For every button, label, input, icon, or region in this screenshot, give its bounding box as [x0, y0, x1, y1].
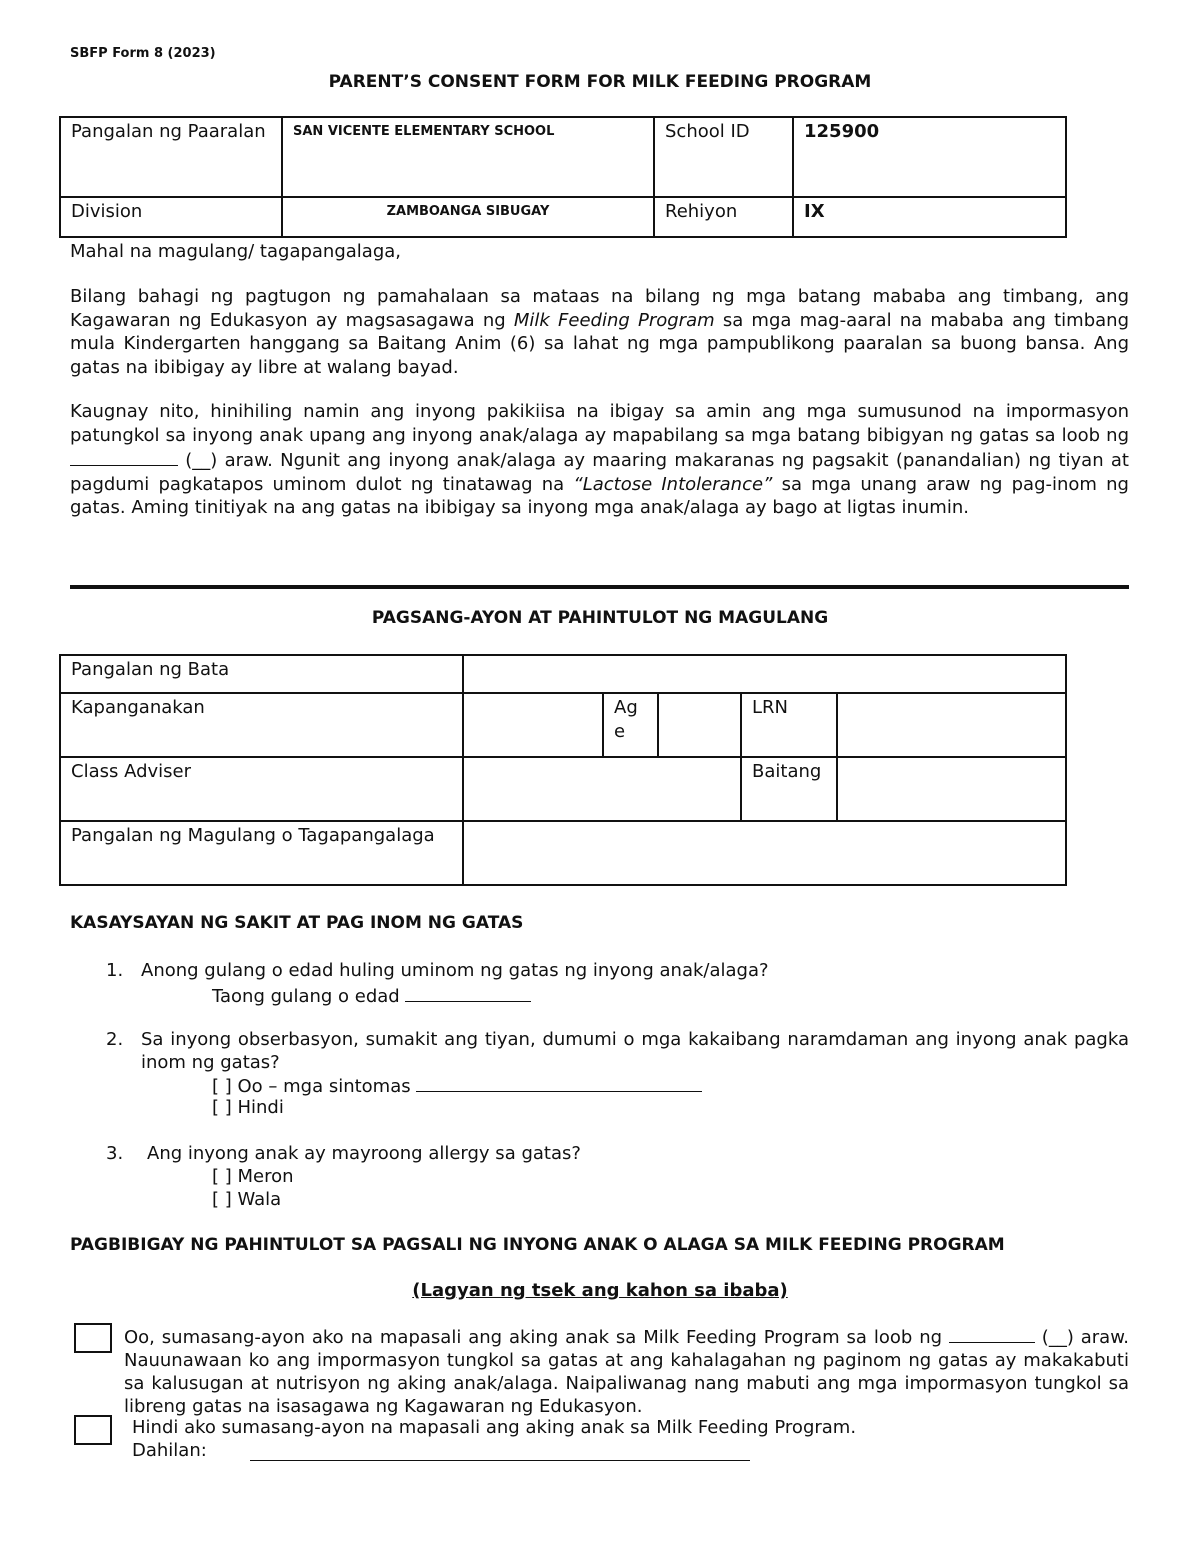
question-3: Ang inyong anak ay mayroong allergy sa gatas?	[147, 1143, 581, 1164]
school-id-value[interactable]: 125900	[793, 117, 1066, 197]
region-label: Rehiyon	[654, 197, 793, 237]
permission-title: PAGBIBIGAY NG PAHINTULOT SA PAGSALI NG INYONG ANAK O ALAGA SA MILK FEEDING PROGRAM	[70, 1235, 1005, 1255]
school-name-label: Pangalan ng Paaralan	[60, 117, 282, 197]
form-code: SBFP Form 8 (2023)	[70, 46, 216, 61]
grade-field[interactable]	[837, 757, 1066, 821]
lrn-field[interactable]	[837, 693, 1066, 757]
birthdate-label: Kapanganakan	[60, 693, 463, 757]
question-2-number: 2.	[106, 1029, 124, 1050]
grade-label: Baitang	[741, 757, 837, 821]
question-1-answer: Taong gulang o edad	[212, 983, 531, 1008]
page-title: PARENT’S CONSENT FORM FOR MILK FEEDING PROGRAM	[328, 72, 872, 92]
consent-no-checkbox[interactable]	[74, 1415, 112, 1445]
age-answer-blank[interactable]	[405, 983, 531, 1002]
check-instruction: (Lagyan ng tsek ang kahon sa ibaba)	[412, 1280, 788, 1301]
consent-days-blank[interactable]	[949, 1324, 1035, 1343]
school-info-table	[59, 116, 1067, 238]
symptoms-blank[interactable]	[416, 1073, 702, 1092]
q2-option-no[interactable]: [ ] Hindi	[212, 1097, 284, 1118]
reason-blank[interactable]	[250, 1442, 750, 1461]
school-name-value[interactable]: SAN VICENTE ELEMENTARY SCHOOL	[282, 117, 654, 197]
age-label: Age	[603, 693, 658, 757]
question-1-number: 1.	[106, 960, 124, 981]
region-value[interactable]: IX	[793, 197, 1066, 237]
request-paragraph: Kaugnay nito, hinihiling namin ang inyong pakikiisa na ibigay sa amin ang mga sumusunod na impormasyon patungkol sa inyong anak upang ang inyong anak/alaga ay mapabilang sa mga batang bibigyan ng gatas sa loob ng (__) araw. Ngunit ang inyong anak/alaga ay maaring makaranas ng pagsakit (panandalian) ng tiyan at pagdumi pagkatapos uminom dulot ng tinatawag na “Lactose Intolerance” sa mga unang araw ng pag-inom ng gatas. Aming tinitiyak na ang gatas na ibibigay sa inyong mga anak/alaga ay bago at ligtas inumin.	[70, 401, 1129, 518]
adviser-label: Class Adviser	[60, 757, 463, 821]
consent-yes-text: Oo, sumasang-ayon ako na mapasali ang aking anak sa Milk Feeding Program sa loob ng (__) araw. Nauunawaan ko ang impormasyon tungkol sa gatas at ang kahalagahan ng paginom ng gatas ay makakabuti sa kalusugan at nutrisyon ng aking anak/alaga. Naipaliwanag nang mabuti ang mga impormasyon tungkol sa libreng gatas na isasagawa ng Kagawaran ng Edukasyon.	[124, 1324, 1129, 1418]
days-blank[interactable]	[70, 447, 178, 466]
history-title: KASAYSAYAN NG SAKIT AT PAG INOM NG GATAS	[70, 913, 524, 933]
question-1: Anong gulang o edad huling uminom ng gatas ng inyong anak/alaga?	[141, 960, 769, 981]
question-3-number: 3.	[106, 1143, 124, 1164]
consent-yes-checkbox[interactable]	[74, 1323, 112, 1353]
intro-paragraph: Bilang bahagi ng pagtugon ng pamahalaan sa mataas na bilang ng mga batang mababa ang timbang, ang Kagawaran ng Edukasyon ay magsasagawa ng Milk Feeding Program sa mga mag-aaral na mababa ang timbang mula Kindergarten hanggang sa Baitang Anim (6) sa lahat ng mga pampublikong paaralan sa buong bansa. Ang gatas na ibibigay ay libre at walang bayad.	[70, 286, 1130, 378]
adviser-field[interactable]	[463, 757, 741, 821]
child-info-table	[59, 654, 1067, 886]
birthdate-field[interactable]	[463, 693, 603, 757]
division-value[interactable]: ZAMBOANGA SIBUGAY	[282, 197, 654, 237]
division-label: Division	[60, 197, 282, 237]
parent-name-label: Pangalan ng Magulang o Tagapangalaga	[60, 821, 463, 885]
consent-no-text: Hindi ako sumasang-ayon na mapasali ang aking anak sa Milk Feeding Program.	[132, 1417, 857, 1438]
q2-option-yes[interactable]: [ ] Oo – mga sintomas	[212, 1073, 702, 1098]
greeting: Mahal na magulang/ tagapangalaga,	[70, 241, 402, 262]
school-id-label: School ID	[654, 117, 793, 197]
reason-label: Dahilan:	[132, 1440, 207, 1461]
age-field[interactable]	[658, 693, 741, 757]
lrn-label: LRN	[741, 693, 837, 757]
q3-option-no[interactable]: [ ] Wala	[212, 1189, 282, 1210]
section-divider	[70, 585, 1129, 589]
parent-name-field[interactable]	[463, 821, 1066, 885]
child-name-field[interactable]	[463, 655, 1066, 693]
consent-section-title: PAGSANG-AYON AT PAHINTULOT NG MAGULANG	[371, 608, 829, 628]
child-name-label: Pangalan ng Bata	[60, 655, 463, 693]
question-2: Sa inyong obserbasyon, sumakit ang tiyan, dumumi o mga kakaibang naramdaman ang inyong anak pagka inom ng gatas?	[141, 1029, 1129, 1073]
q3-option-yes[interactable]: [ ] Meron	[212, 1166, 294, 1187]
